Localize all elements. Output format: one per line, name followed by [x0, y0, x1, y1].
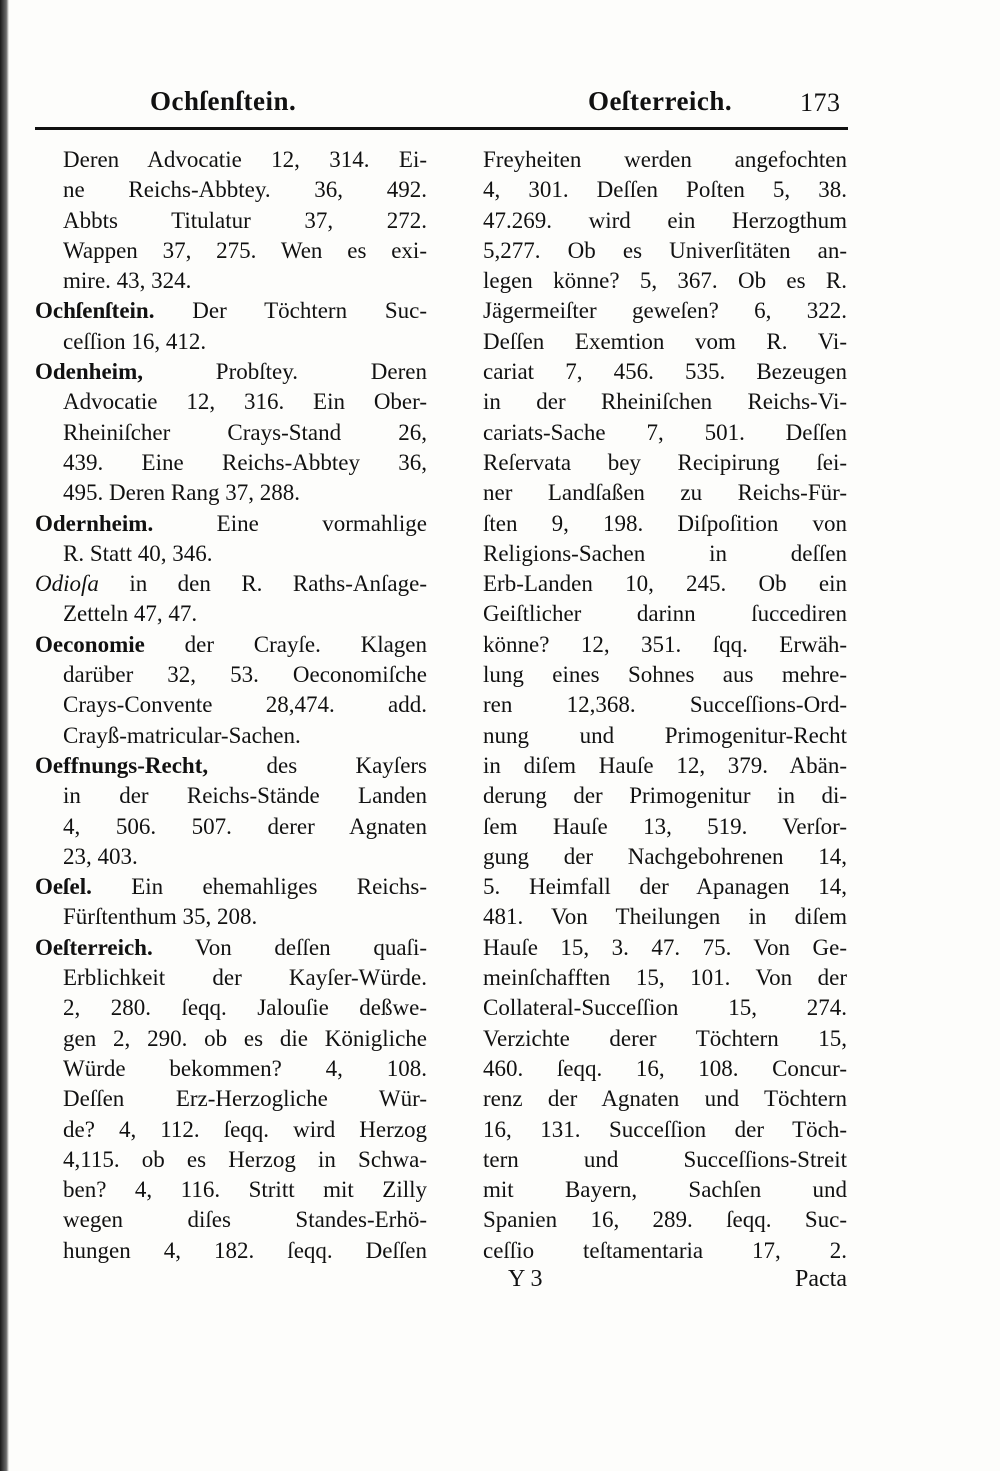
index-line: 47.269. wird ein Herzogthum: [483, 207, 847, 233]
index-line: wegen diſes Standes-Erhö-: [63, 1207, 427, 1233]
index-line: in der Reichs-Stände Landen: [63, 783, 427, 809]
index-line: nung und Primogenitur-Recht: [483, 722, 847, 748]
index-line: derung der Primogenitur in di-: [483, 783, 847, 809]
index-line: ne Reichs-Abbtey. 36, 492.: [63, 177, 427, 203]
index-line: [35, 509, 427, 539]
index-line: Crays-Convente 28,474. add.: [63, 692, 427, 718]
running-head-center: Oeſterreich.: [588, 86, 733, 116]
entry-headword: Odernheim.: [35, 510, 154, 536]
index-line: ceſſio teſtamentaria 17, 2.: [483, 1237, 847, 1263]
entry-headword: Oeſterreich.: [35, 934, 153, 960]
entry-text: Ein ehemahliges Reichs-: [131, 874, 427, 900]
index-line: Jägermeiſter geweſen? 6, 322.: [483, 298, 847, 324]
header-rule: [35, 127, 848, 130]
index-line: Zetteln 47, 47.: [63, 601, 198, 627]
index-line: 2, 280. ſeqq. Jalouſie deßwe-: [63, 995, 427, 1021]
index-entry: [35, 872, 427, 933]
index-line: 16, 131. Succeſſion der Töch-: [483, 1116, 847, 1142]
index-line: darüber 32, 53. Oeconomiſche: [63, 662, 427, 688]
index-line: Spanien 16, 289. ſeqq. Suc-: [483, 1207, 847, 1233]
entry-text: der Crayſe. Klagen: [184, 631, 427, 657]
index-line: in der Rheiniſchen Reichs-Vi-: [483, 389, 847, 415]
index-line: Crayß-matricular-Sachen.: [63, 722, 301, 748]
index-line: Würde bekommen? 4, 108.: [63, 1055, 427, 1081]
index-line: Verzichte derer Töchtern 15,: [483, 1025, 847, 1051]
index-line: ner Landſaßen zu Reichs-Für-: [483, 480, 847, 506]
index-line: 495. Deren Rang 37, 288.: [63, 480, 300, 506]
index-line: 4,115. ob es Herzog in Schwa-: [63, 1146, 427, 1172]
index-line: ren 12,368. Succeſſions-Ord-: [483, 692, 847, 718]
index-entry: [35, 509, 427, 570]
left-column: [35, 145, 427, 1266]
index-line: [35, 357, 427, 387]
entry-text: Der Töchtern Suc-: [192, 298, 427, 324]
index-line: Wappen 37, 275. Wen es exi-: [63, 237, 427, 263]
index-line: Abbts Titulatur 37, 272.: [63, 207, 427, 233]
index-line: gung der Nachgebohrenen 14,: [483, 843, 847, 869]
index-line: ceſſion 16, 412.: [63, 328, 207, 354]
index-line: Erb-Landen 10, 245. Ob ein: [483, 571, 847, 597]
index-line: 23, 403.: [63, 843, 138, 869]
index-line: [35, 751, 427, 781]
index-line: [35, 630, 427, 660]
index-line: Rheiniſcher Crays-Stand 26,: [63, 419, 427, 445]
index-line: [35, 569, 427, 599]
index-line: renz der Agnaten und Töchtern: [483, 1086, 847, 1112]
index-line: 4, 301. Deſſen Poſten 5, 38.: [483, 177, 847, 203]
index-entry: [35, 751, 427, 872]
index-entry: [35, 933, 427, 1266]
index-line: 5,277. Ob es Univerſitäten an-: [483, 237, 847, 263]
index-line: Hauſe 15, 3. 47. 75. Von Ge-: [483, 934, 847, 960]
index-line: R. Statt 40, 346.: [63, 540, 213, 566]
index-line: ben? 4, 116. Stritt mit Zilly: [63, 1177, 427, 1203]
signature-mark: Y 3: [508, 1266, 543, 1292]
index-line: meinſchafften 15, 101. Von der: [483, 965, 847, 991]
index-line: lung eines Sohnes aus mehre-: [483, 662, 847, 688]
index-line: 5. Heimfall der Apanagen 14,: [483, 874, 847, 900]
running-head-left: Ochſenſtein.: [150, 86, 297, 116]
index-line: Freyheiten werden angefochten: [483, 147, 847, 172]
index-line: Deren Advocatie 12, 314. Ei-: [63, 147, 427, 172]
entry-text: Probſtey. Deren: [215, 359, 427, 385]
page-number: 173: [800, 88, 841, 117]
index-line: ſem Hauſe 13, 519. Verſor-: [483, 813, 847, 839]
index-line: könne? 12, 351. ſqq. Erwäh-: [483, 631, 847, 657]
index-line: [35, 933, 427, 963]
index-line: Collateral-Succeſſion 15, 274.: [483, 995, 847, 1021]
index-line: 481. Von Theilungen in diſem: [483, 904, 847, 930]
index-line: Deſſen Erz-Herzogliche Wür-: [63, 1086, 427, 1112]
index-line: Advocatie 12, 316. Ein Ober-: [63, 389, 427, 415]
index-line: ſten 9, 198. Diſpoſition von: [483, 510, 847, 536]
index-line: [35, 296, 427, 326]
index-line: 460. ſeqq. 16, 108. Concur-: [483, 1055, 847, 1081]
index-line: 4, 506. 507. derer Agnaten: [63, 813, 427, 839]
index-line: cariats-Sache 7, 501. Deſſen: [483, 419, 847, 445]
index-line: Geiſtlicher darinn ſuccediren: [483, 601, 847, 627]
index-line: Fürſtenthum 35, 208.: [63, 904, 258, 930]
right-column: [483, 145, 847, 1266]
index-line: 439. Eine Reichs-Abbtey 36,: [63, 449, 427, 475]
catchword: Pacta: [795, 1266, 847, 1292]
index-line: mire. 43, 324.: [63, 268, 192, 294]
entry-text: Von deſſen quaſi-: [195, 934, 427, 960]
index-line: mit Bayern, Sachſen und: [483, 1177, 847, 1203]
entry-headword: Ochſenſtein.: [35, 298, 155, 324]
entry-text: Eine vormahlige: [216, 510, 427, 536]
index-entry: [35, 296, 427, 357]
index-line: in diſem Hauſe 12, 379. Abän-: [483, 752, 847, 778]
index-line: de? 4, 112. ſeqq. wird Herzog: [63, 1116, 427, 1142]
index-line: cariat 7, 456. 535. Bezeugen: [483, 359, 847, 385]
entry-text: des Kayſers: [266, 752, 427, 778]
entry-headword: Oeſel.: [35, 874, 92, 900]
index-line: tern und Succeſſions-Streit: [483, 1146, 847, 1172]
index-line: Reſervata bey Recipirung ſei-: [483, 449, 847, 475]
entry-headword: Odioſa: [35, 571, 99, 597]
entry-headword: Odenheim,: [35, 359, 143, 385]
index-entry: [35, 357, 427, 508]
entry-text: in den R. Raths-Anſage-: [129, 571, 427, 597]
index-line: legen könne? 5, 367. Ob es R.: [483, 268, 847, 294]
index-entry: [35, 569, 427, 630]
page-edge-shadow: [0, 0, 9, 1471]
index-entry: [35, 145, 427, 296]
entry-headword: Oeffnungs-Recht,: [35, 752, 209, 778]
index-entry: [35, 630, 427, 751]
index-line: hungen 4, 182. ſeqq. Deſſen: [63, 1237, 427, 1263]
index-line: gen 2, 290. ob es die Königliche: [63, 1025, 427, 1051]
index-line: Religions-Sachen in deſſen: [483, 540, 847, 566]
index-line: [35, 872, 427, 902]
index-line: Deſſen Exemtion vom R. Vi-: [483, 328, 847, 354]
index-line: Erblichkeit der Kayſer-Würde.: [63, 965, 427, 991]
entry-headword: Oeconomie: [35, 631, 145, 657]
